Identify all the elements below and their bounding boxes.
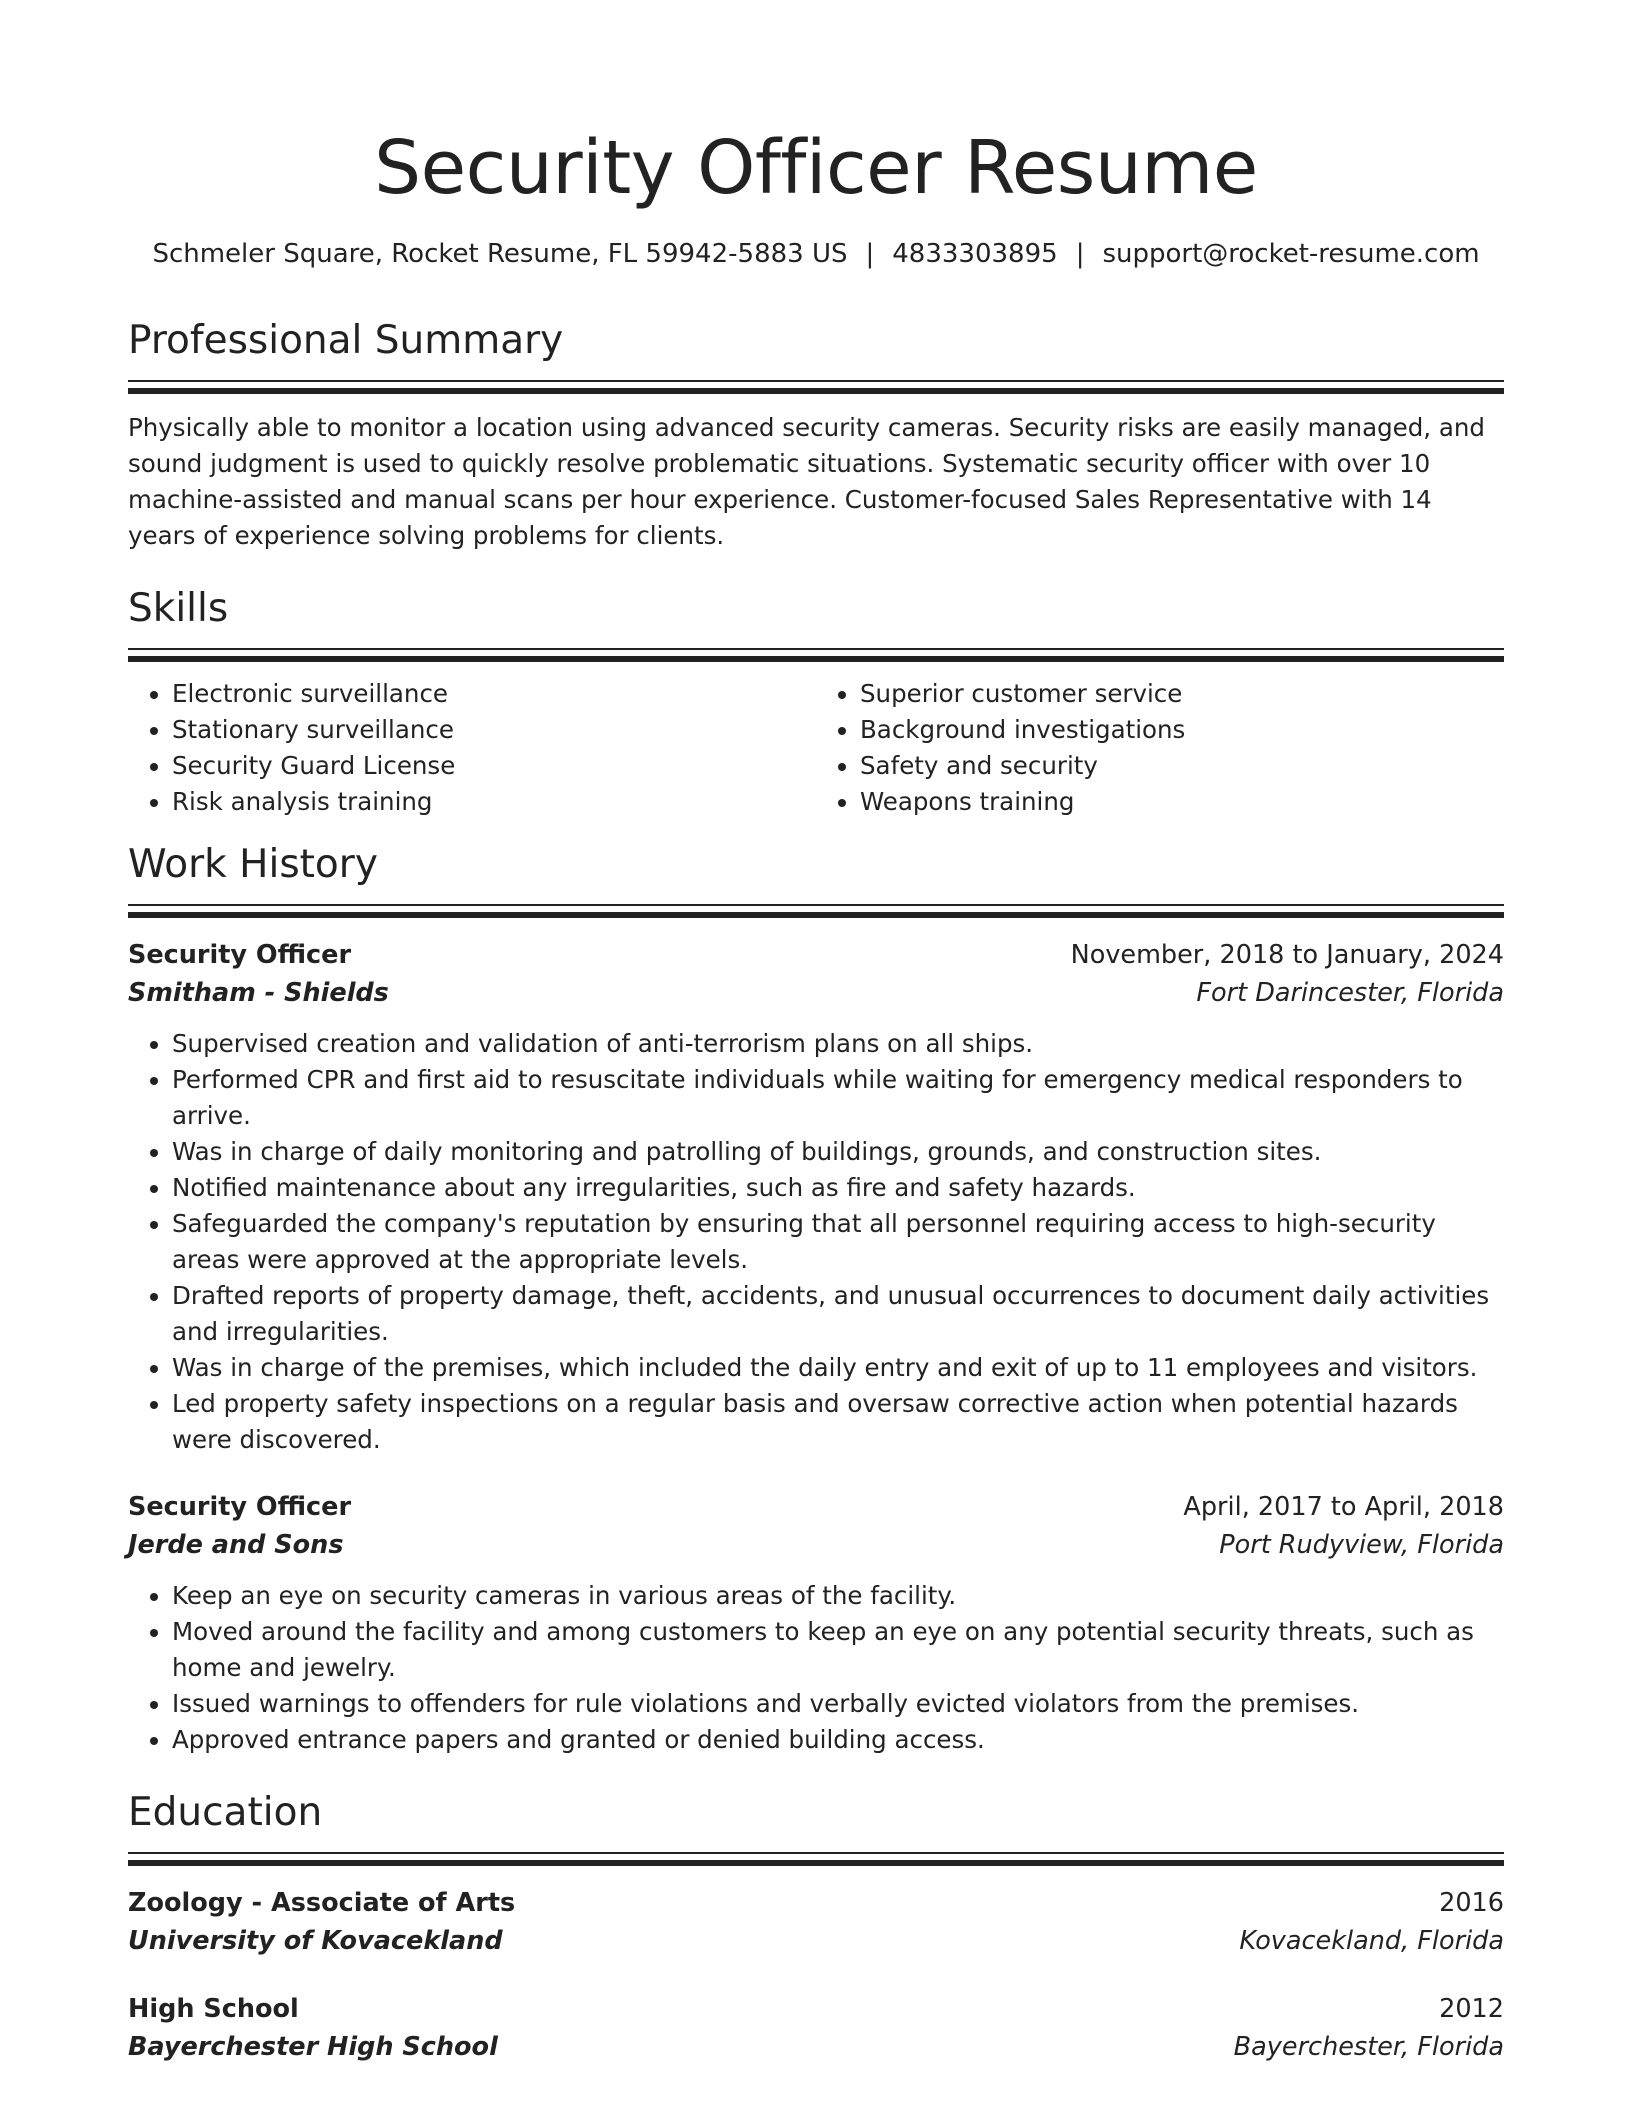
contact-separator: | xyxy=(865,239,875,269)
job-company: Smitham - Shields xyxy=(128,978,389,1008)
job-duty: • Was in charge of the premises, which included the daily entry and exit of up to 11 employees and visitors. xyxy=(172,1350,1504,1386)
contact-phone: 4833303895 xyxy=(892,239,1058,269)
skill-item: • Safety and security xyxy=(860,748,1504,784)
skill-item: • Background investigations xyxy=(860,712,1504,748)
contact-email[interactable]: support@rocket-resume.com xyxy=(1102,239,1480,269)
contact-address: Schmeler Square, Rocket Resume, FL 59942-5883 US xyxy=(152,239,848,269)
job-duty: • Drafted reports of property damage, theft, accidents, and unusual occurrences to document daily activities and irregularities. xyxy=(172,1278,1504,1350)
job-duty: • Moved around the facility and among customers to keep an eye on any potential security threats, such as home and jewelry. xyxy=(172,1614,1504,1686)
contact-separator: | xyxy=(1075,239,1085,269)
job-company-row xyxy=(128,1526,1504,1564)
section-divider xyxy=(128,648,1504,662)
job-dates: November, 2018 to January, 2024 xyxy=(1070,940,1504,970)
work-history-section xyxy=(128,840,1504,1758)
skill-item: • Electronic surveillance xyxy=(172,676,816,712)
education-header-row xyxy=(128,1990,1504,2028)
skill-item: • Stationary surveillance xyxy=(172,712,816,748)
job-duty: • Keep an eye on security cameras in various areas of the facility. xyxy=(172,1578,1504,1614)
education-section xyxy=(128,1788,1504,2066)
education-heading: Education xyxy=(128,1790,323,1835)
education-year: 2012 xyxy=(1439,1994,1504,2024)
skill-item: • Weapons training xyxy=(860,784,1504,820)
job-duty: • Issued warnings to offenders for rule violations and verbally evicted violators from the premises. xyxy=(172,1686,1504,1722)
education-entry xyxy=(128,1884,1504,1960)
job-duty: • Supervised creation and validation of anti-terrorism plans on all ships. xyxy=(172,1026,1504,1062)
job-entry xyxy=(128,1488,1504,1758)
job-entry xyxy=(128,936,1504,1458)
skills-columns xyxy=(128,676,1504,820)
skills-section xyxy=(128,584,1504,820)
education-year: 2016 xyxy=(1439,1888,1504,1918)
skills-heading: Skills xyxy=(128,586,229,631)
job-title: Security Officer xyxy=(128,940,352,970)
job-duty: • Performed CPR and first aid to resuscitate individuals while waiting for emergency medical responders to arrive. xyxy=(172,1062,1504,1134)
job-header-row xyxy=(128,1488,1504,1526)
job-title: Security Officer xyxy=(128,1492,352,1522)
job-duty: • Was in charge of daily monitoring and patrolling of buildings, grounds, and construction sites. xyxy=(172,1134,1504,1170)
job-company: Jerde and Sons xyxy=(128,1530,344,1560)
job-dates: April, 2017 to April, 2018 xyxy=(1183,1492,1504,1522)
skill-item: • Superior customer service xyxy=(860,676,1504,712)
section-divider xyxy=(128,1852,1504,1866)
section-divider xyxy=(128,380,1504,394)
education-school-row xyxy=(128,1922,1504,1960)
section-divider xyxy=(128,904,1504,918)
summary-heading: Professional Summary xyxy=(128,318,564,363)
job-duties-list xyxy=(128,1026,1504,1458)
skills-list-left xyxy=(128,676,816,820)
education-school: University of Kovacekland xyxy=(128,1926,503,1956)
education-degree: High School xyxy=(128,1994,299,2024)
education-school: Bayerchester High School xyxy=(128,2032,498,2062)
summary-text: Physically able to monitor a location using advanced security cameras. Security risks are easily managed, and sound judgment is used to quickly resolve problematic situations. Systematic security officer with over 10 machine-assisted and manual scans per hour experience. Customer-focused Sales Representative with 14 years of experience solving problems for clients. xyxy=(128,413,1485,550)
job-duty: • Notified maintenance about any irregularities, such as fire and safety hazards. xyxy=(172,1170,1504,1206)
job-location: Fort Darincester, Florida xyxy=(1196,978,1504,1008)
education-entry xyxy=(128,1990,1504,2066)
job-duties-list xyxy=(128,1578,1504,1758)
job-header-row xyxy=(128,936,1504,974)
skills-list-right xyxy=(816,676,1504,820)
education-location: Bayerchester, Florida xyxy=(1233,2032,1504,2062)
summary-section xyxy=(128,316,1504,554)
education-degree: Zoology - Associate of Arts xyxy=(128,1888,516,1918)
job-location: Port Rudyview, Florida xyxy=(1219,1530,1504,1560)
education-school-row xyxy=(128,2028,1504,2066)
education-header-row xyxy=(128,1884,1504,1922)
job-duty: • Safeguarded the company's reputation by ensuring that all personnel requiring access to high-security areas were approved at the appropriate levels. xyxy=(172,1206,1504,1278)
job-duty: • Led property safety inspections on a regular basis and oversaw corrective action when potential hazards were discovered. xyxy=(172,1386,1504,1458)
skill-item: • Security Guard License xyxy=(172,748,816,784)
skill-item: • Risk analysis training xyxy=(172,784,816,820)
job-duty: • Approved entrance papers and granted or denied building access. xyxy=(172,1722,1504,1758)
work-history-heading: Work History xyxy=(128,842,378,887)
job-company-row xyxy=(128,974,1504,1012)
contact-line xyxy=(128,236,1504,272)
resume-title: Security Officer Resume xyxy=(374,125,1258,211)
education-location: Kovacekland, Florida xyxy=(1239,1926,1504,1956)
